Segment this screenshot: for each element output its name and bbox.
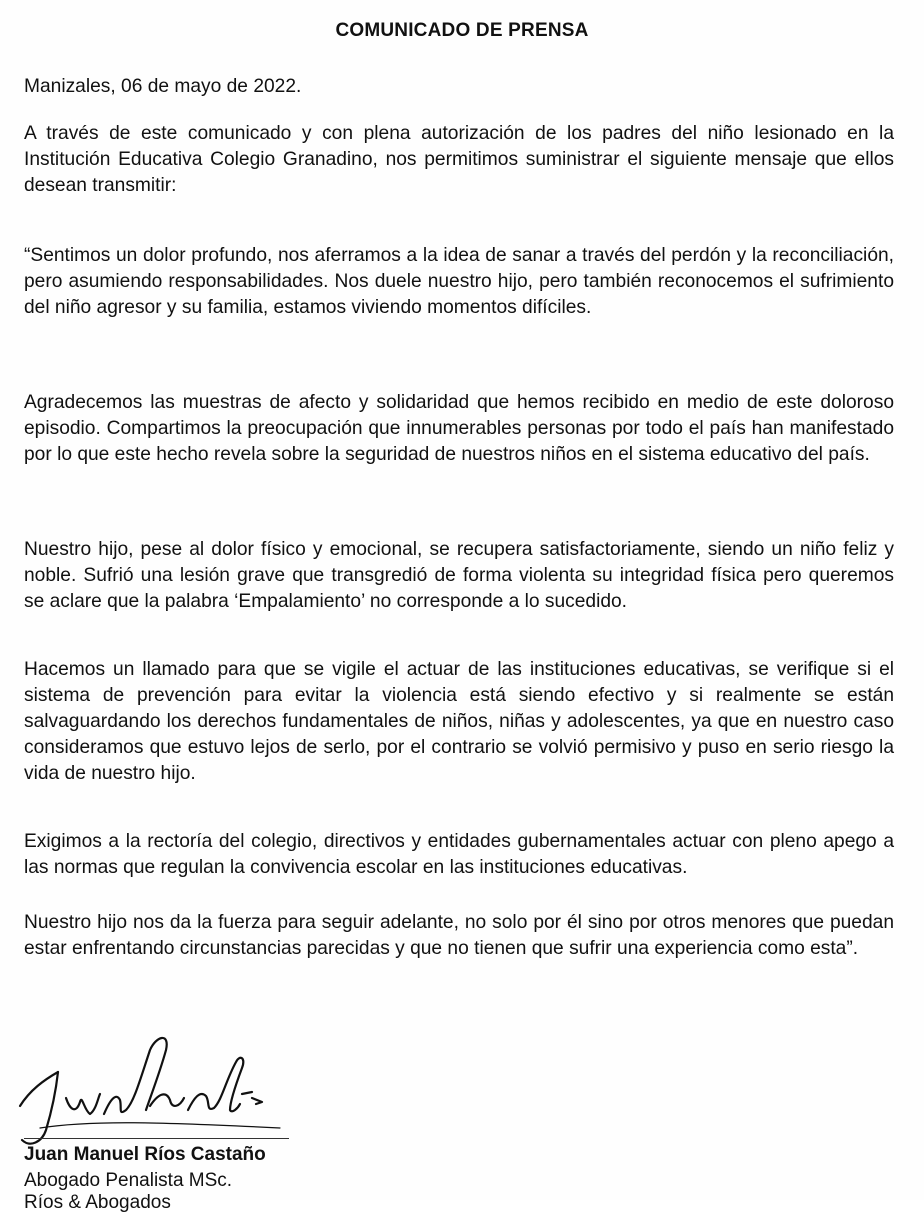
paragraph-7: Nuestro hijo nos da la fuerza para seguir adelante, no solo por él sino por otros menores que puedan estar enfrentando circunstancias parecidas y que no tienen que sufrir una experiencia como esta”. (24, 912, 894, 959)
signatory-firm: Ríos & Abogados (24, 1192, 171, 1213)
paragraph-6: Exigimos a la rectoría del colegio, directivos y entidades gubernamentales actuar con pleno apego a las normas que regulan la convivencia escolar en las instituciones educativas. (24, 831, 894, 878)
paragraph-3: Agradecemos las muestras de afecto y solidaridad que hemos recibido en medio de este doloroso episodio. Compartimos la preocupación que innumerables personas por todo el país han manifestado por lo que este hecho revela sobre la seguridad de nuestros niños en el sistema educativo del país. (24, 392, 894, 465)
signatory-role: Abogado Penalista MSc. (24, 1170, 233, 1191)
signature-line (24, 1138, 289, 1139)
document-title: COMUNICADO DE PRENSA (335, 20, 589, 41)
paragraph-4: Nuestro hijo, pese al dolor físico y emocional, se recupera satisfactoriamente, siendo un niño feliz y noble. Sufrió una lesión grave que transgredió de forma violenta su integridad física pero queremos se aclare que la palabra ‘Empalamiento’ no corresponde a lo sucedido. (24, 539, 894, 612)
paragraph-2: “Sentimos un dolor profundo, nos aferramos a la idea de sanar a través del perdón y la reconciliación, pero asumiendo responsabilidades. Nos duele nuestro hijo, pero también reconocemos el sufrimiento del niño agresor y su familia, estamos viviendo momentos difíciles. (24, 245, 894, 318)
paragraph-5: Hacemos un llamado para que se vigile el actuar de las instituciones educativas, se verifique si el sistema de prevención para evitar la violencia está siendo efectivo y si realmente se están salvaguardando los derechos fundamentales de niños, niñas y adolescentes, ya que en nuestro caso consideramos que estuvo lejos de serlo, por el contrario se volvió permisivo y puso en serio riesgo la vida de nuestro hijo. (24, 659, 894, 784)
date-line: Manizales, 06 de mayo de 2022. (24, 76, 302, 97)
paragraph-1: A través de este comunicado y con plena autorización de los padres del niño lesionado en la Institución Educativa Colegio Granadino, nos permitimos suministrar el siguiente mensaje que ellos desean transmitir: (24, 123, 894, 196)
handwritten-signature (0, 1010, 320, 1150)
signatory-name: Juan Manuel Ríos Castaño (24, 1144, 266, 1165)
